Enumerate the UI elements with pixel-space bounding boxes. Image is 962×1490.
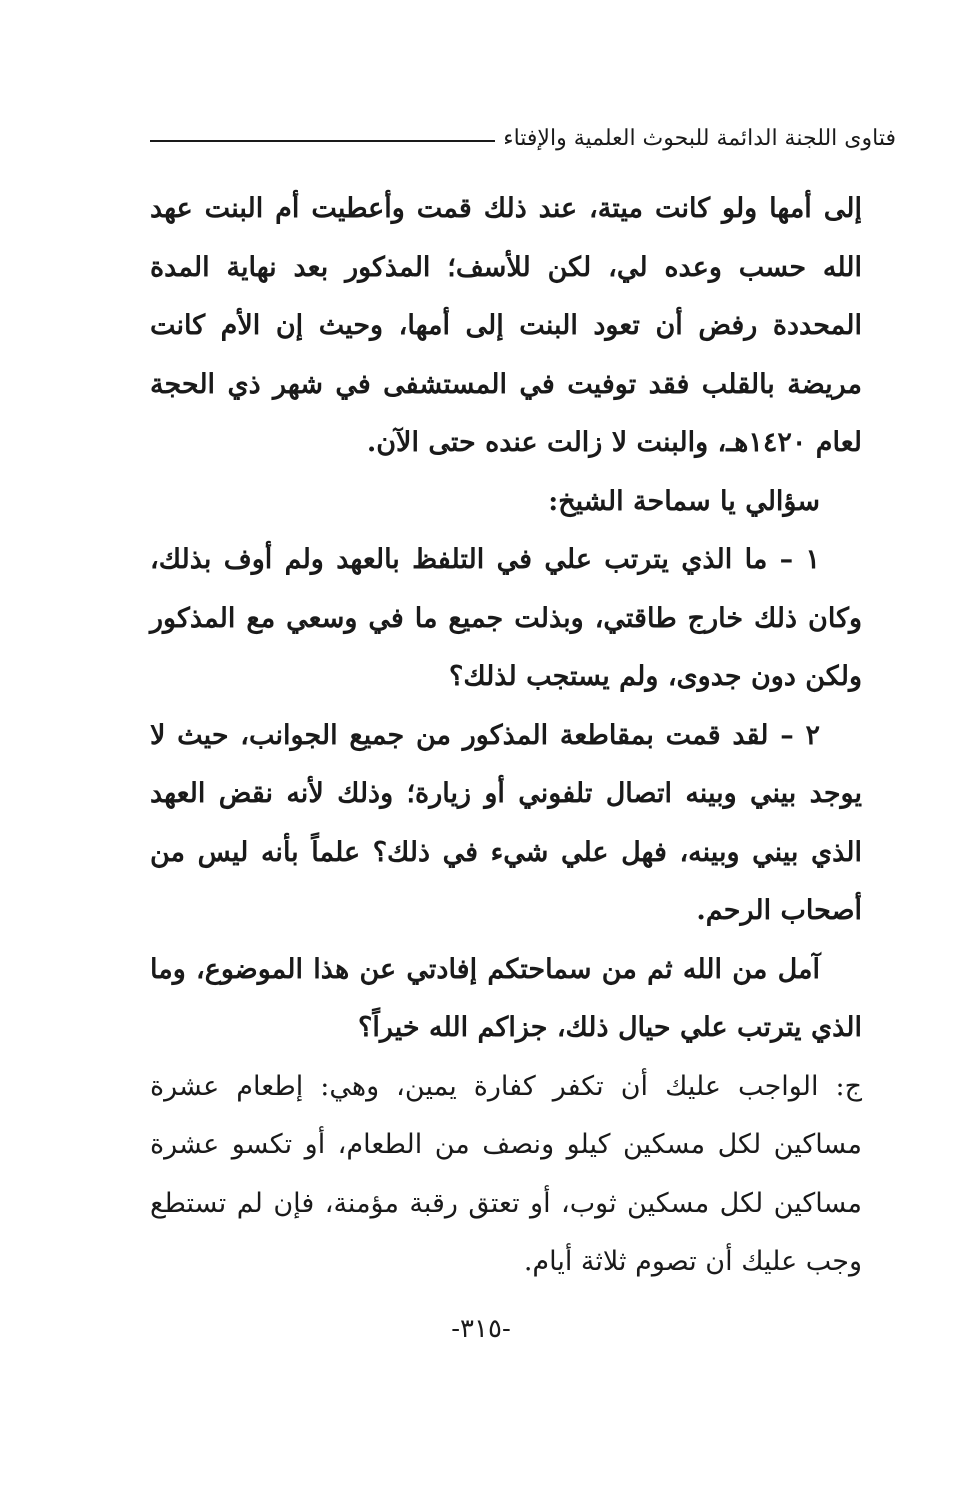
question-paragraph-2: سؤالي يا سماحة الشيخ: bbox=[548, 485, 820, 517]
header-rule bbox=[150, 140, 495, 142]
question-paragraph-1: إلى أمها ولو كانت ميتة، عند ذلك قمت وأعطيت أم البنت عهد الله حسب وعده لي، لكن للأسف؛ المذكور بعد نهاية المدة المحددة رفض أن تعود البنت إلى أمها، وحيث إن الأم كانت مريضة بالقلب فقد توفيت في المستشفى في شهر ذي الحجة لعام ١٤٢٠هـ، والبنت لا زالت عنده حتى الآن. bbox=[150, 193, 862, 458]
question-paragraph-closing: آمل من الله ثم من سماحتكم إفادتي عن هذا الموضوع، وما الذي يترتب علي حيال ذلك، جزاكم الله خيراً؟ bbox=[150, 953, 862, 1043]
answer-paragraph: ج: الواجب عليك أن تكفر كفارة يمين، وهي: إطعام عشرة مساكين لكل مسكين كيلو ونصف من الطعام، أو تكسو عشرة مساكين لكل مسكين ثوب، أو تعتق رقبة مؤمنة، فإن لم تستطع وجب عليك أن تصوم ثلاثة أيام. bbox=[150, 1070, 862, 1277]
running-header bbox=[150, 126, 896, 151]
header-title: فتاوى اللجنة الدائمة للبحوث العلمية والإفتاء bbox=[503, 126, 896, 151]
question-item-2: ٢ – لقد قمت بمقاطعة المذكور من جميع الجوانب، حيث لا يوجد بيني وبينه اتصال تلفوني أو زيارة؛ وذلك لأنه نقض العهد الذي بيني وبينه، فهل علي شيء في ذلك؟ علماً بأنه ليس من أصحاب الرحم. bbox=[150, 719, 862, 926]
page-number: -٣١٥- bbox=[451, 1314, 511, 1344]
page-body bbox=[150, 180, 862, 1292]
question-item-1: ١ – ما الذي يترتب علي في التلفظ بالعهد ولم أوف بذلك، وكان ذلك خارج طاقتي، وبذلت جميع ما في وسعي مع المذكور ولكن دون جدوى، ولم يستجب لذلك؟ bbox=[150, 544, 862, 692]
